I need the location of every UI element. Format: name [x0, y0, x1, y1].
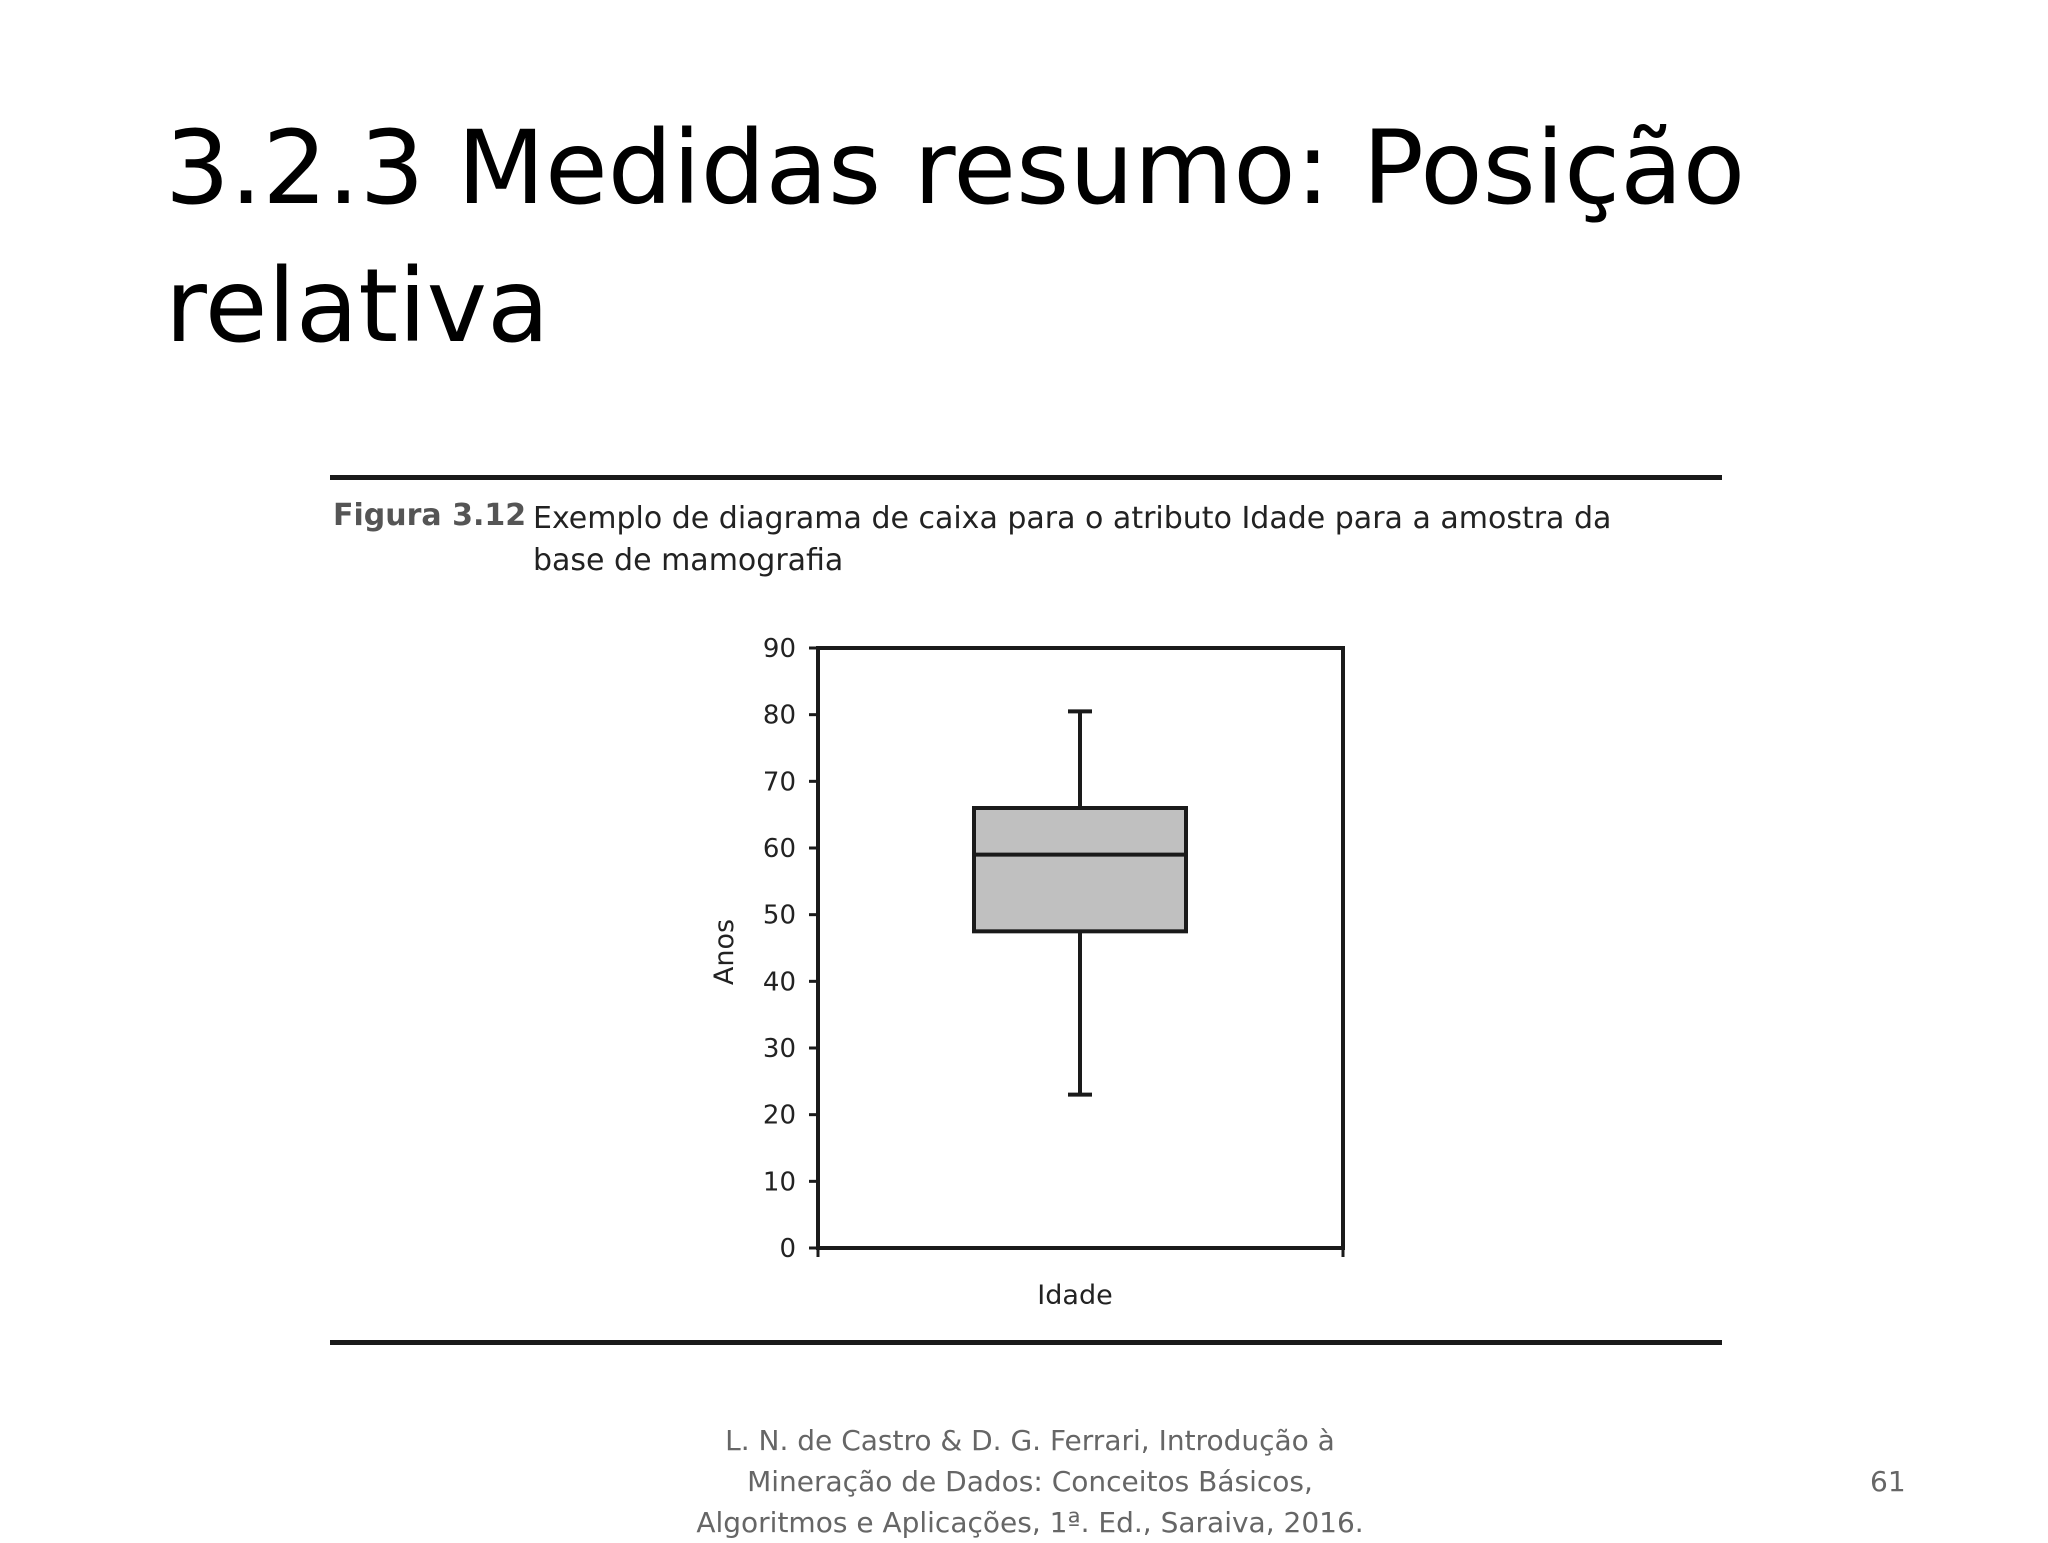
- y-tick-label: 80: [762, 700, 796, 731]
- y-tick-label: 0: [779, 1234, 796, 1264]
- page-number: 61: [1870, 1465, 1906, 1498]
- footer-line-3: Algoritmos e Aplicações, 1ª. Ed., Saraiva, 2016.: [696, 1506, 1364, 1539]
- y-tick-label: 50: [762, 900, 796, 931]
- y-tick-label: 60: [762, 834, 796, 864]
- footer-reference: [640, 1420, 1420, 1543]
- footer-line-2: Mineração de Dados: Conceitos Básicos,: [747, 1465, 1313, 1498]
- figure-caption-line-2: base de mamografia: [533, 543, 844, 578]
- interquartile-box: [974, 808, 1186, 931]
- y-tick-label: 30: [762, 1034, 796, 1064]
- y-tick-label: 70: [762, 767, 796, 798]
- footer-line-1: L. N. de Castro & D. G. Ferrari, Introdução à: [725, 1424, 1335, 1457]
- figure-caption-line-1: Exemplo de diagrama de caixa para o atributo Idade para a amostra da: [533, 501, 1612, 536]
- y-tick-label: 10: [762, 1167, 796, 1198]
- slide-title-line-2: relativa: [165, 247, 550, 366]
- x-axis-label: Idade: [1037, 1280, 1113, 1311]
- y-tick-label: 40: [762, 967, 796, 998]
- figure-label: Figura 3.12: [333, 498, 527, 533]
- y-tick-label: 20: [762, 1100, 796, 1131]
- y-tick-label: 90: [762, 634, 796, 664]
- figure-bottom-rule: [330, 1340, 1722, 1345]
- slide-title-line-1: 3.2.3 Medidas resumo: Posição: [165, 109, 1746, 228]
- y-axis-label: Anos: [709, 918, 740, 986]
